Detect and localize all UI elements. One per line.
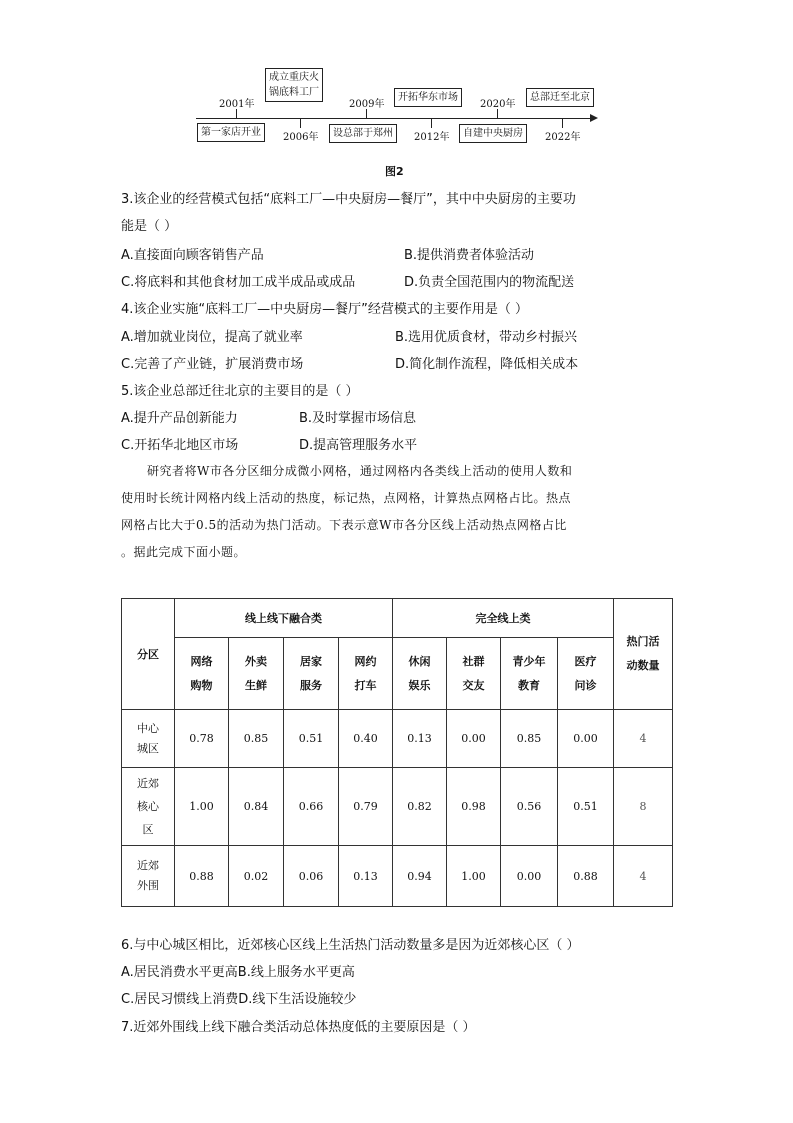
q5-option-b: B.及时掌握市场信息	[299, 411, 417, 426]
table-cell: 1.00	[175, 768, 229, 846]
table-cell: 0.56	[501, 768, 558, 846]
row-header: 近郊 外围	[122, 846, 175, 907]
q3-stem-line1: 3.该企业的经营模式包括“底料工厂—中央厨房—餐厅”，其中中央厨房的主要功	[121, 192, 576, 207]
table-row	[122, 710, 673, 768]
table-cell: 0.79	[339, 768, 393, 846]
q7-stem: 7.近郊外围线上线下融合类活动总体热度低的主要原因是（ ）	[121, 1020, 476, 1035]
q4-option-a: A.增加就业岗位，提高了就业率	[121, 330, 303, 345]
column-header: 休闲 娱乐	[393, 638, 447, 710]
table-cell: 0.13	[393, 710, 447, 768]
year-label: 2020年	[480, 99, 516, 110]
row-header: 近郊 核心 区	[122, 768, 175, 846]
column-header: 社群 交友	[447, 638, 501, 710]
event-box: 自建中央厨房	[459, 124, 527, 143]
q4-option-d: D.简化制作流程，降低相关成本	[395, 357, 579, 372]
table-cell: 0.85	[501, 710, 558, 768]
q6-stem: 6.与中心城区相比，近郊核心区线上生活热门活动数量多是因为近郊核心区（ ）	[121, 938, 580, 953]
column-header: 青少年 教育	[501, 638, 558, 710]
event-box: 成立重庆火 锅底料工厂	[265, 68, 323, 102]
activity-table	[121, 598, 673, 907]
passage: 研究者将W市各分区细分成微小网格，通过网格内各类线上活动的使用人数和 使用时长统计网格内线上活动的热度，标记热，点网格，计算热点网格占比。热点 网格占比大于0.5的活动为热门活动。下表示意W市各分区线上活动热点网格占比 。据此完成下面小题。	[121, 464, 573, 559]
q4-option-c: C.完善了产业链，扩展消费市场	[121, 357, 304, 372]
table-cell: 0.40	[339, 710, 393, 768]
table-cell: 0.98	[447, 768, 501, 846]
row-header: 中心 城区	[122, 710, 175, 768]
q3-option-d: D.负责全国范围内的物流配送	[404, 275, 575, 290]
table-cell: 0.00	[447, 710, 501, 768]
q5-stem: 5.该企业总部迁往北京的主要目的是（ ）	[121, 384, 359, 399]
column-header: 外卖 生鲜	[229, 638, 284, 710]
header-district: 分区	[122, 599, 175, 710]
q3-option-c: C.将底料和其他食材加工成半成品或成品	[121, 275, 356, 290]
table-cell: 0.78	[175, 710, 229, 768]
table-cell: 0.00	[558, 710, 614, 768]
table-cell: 0.84	[229, 768, 284, 846]
year-label: 2009年	[349, 99, 385, 110]
event-box: 开拓华东市场	[394, 88, 462, 107]
q5-option-c: C.开拓华北地区市场	[121, 438, 239, 453]
hot-count-cell: 8	[614, 768, 673, 846]
table-cell: 0.88	[558, 846, 614, 907]
q3-option-a: A.直接面向顾客销售产品	[121, 248, 264, 263]
column-header: 网约 打车	[339, 638, 393, 710]
tick-2020	[497, 109, 498, 119]
column-header: 网络 购物	[175, 638, 229, 710]
year-label: 2022年	[545, 132, 581, 143]
timeline-axis	[196, 118, 592, 119]
table-cell: 0.66	[284, 768, 339, 846]
header-hot-count: 热门活 动数量	[614, 599, 673, 710]
table-cell: 0.00	[501, 846, 558, 907]
tick-2022	[562, 118, 563, 128]
q6-options-ab: A.居民消费水平更高B.线上服务水平更高	[121, 965, 355, 980]
table-row	[122, 768, 673, 846]
q3-stem-line2: 能是（ ）	[121, 219, 178, 234]
event-box: 第一家店开业	[197, 123, 265, 142]
table-cell: 0.85	[229, 710, 284, 768]
year-label: 2001年	[219, 99, 255, 110]
q5-option-d: D.提高管理服务水平	[299, 438, 418, 453]
event-box: 总部迁至北京	[526, 88, 594, 107]
table-cell: 0.51	[558, 768, 614, 846]
header-group-mixed: 线上线下融合类	[175, 599, 393, 638]
tick-2001	[236, 109, 237, 119]
q5-option-a: A.提升产品创新能力	[121, 411, 238, 426]
tick-2012	[431, 118, 432, 128]
column-header: 居家 服务	[284, 638, 339, 710]
year-label: 2006年	[283, 132, 319, 143]
q4-option-b: B.选用优质食材，带动乡村振兴	[395, 330, 578, 345]
table-row	[122, 846, 673, 907]
table-cell: 0.02	[229, 846, 284, 907]
hot-count-cell: 4	[614, 846, 673, 907]
column-header: 医疗 问诊	[558, 638, 614, 710]
table-cell: 0.88	[175, 846, 229, 907]
table-cell: 0.06	[284, 846, 339, 907]
tick-2006	[300, 118, 301, 128]
tick-2009	[366, 109, 367, 119]
event-box: 设总部于郑州	[329, 124, 397, 143]
table-cell: 0.51	[284, 710, 339, 768]
figure-caption: 图2	[385, 165, 404, 178]
timeline-arrow	[590, 114, 598, 122]
q6-options-cd: C.居民习惯线上消费D.线下生活设施较少	[121, 992, 357, 1007]
hot-count-cell: 4	[614, 710, 673, 768]
table-cell: 1.00	[447, 846, 501, 907]
year-label: 2012年	[414, 132, 450, 143]
q3-option-b: B.提供消费者体验活动	[404, 248, 535, 263]
table-cell: 0.13	[339, 846, 393, 907]
q4-stem: 4.该企业实施“底料工厂—中央厨房—餐厅”经营模式的主要作用是（ ）	[121, 302, 529, 317]
table-cell: 0.94	[393, 846, 447, 907]
header-group-online: 完全线上类	[393, 599, 614, 638]
table-cell: 0.82	[393, 768, 447, 846]
